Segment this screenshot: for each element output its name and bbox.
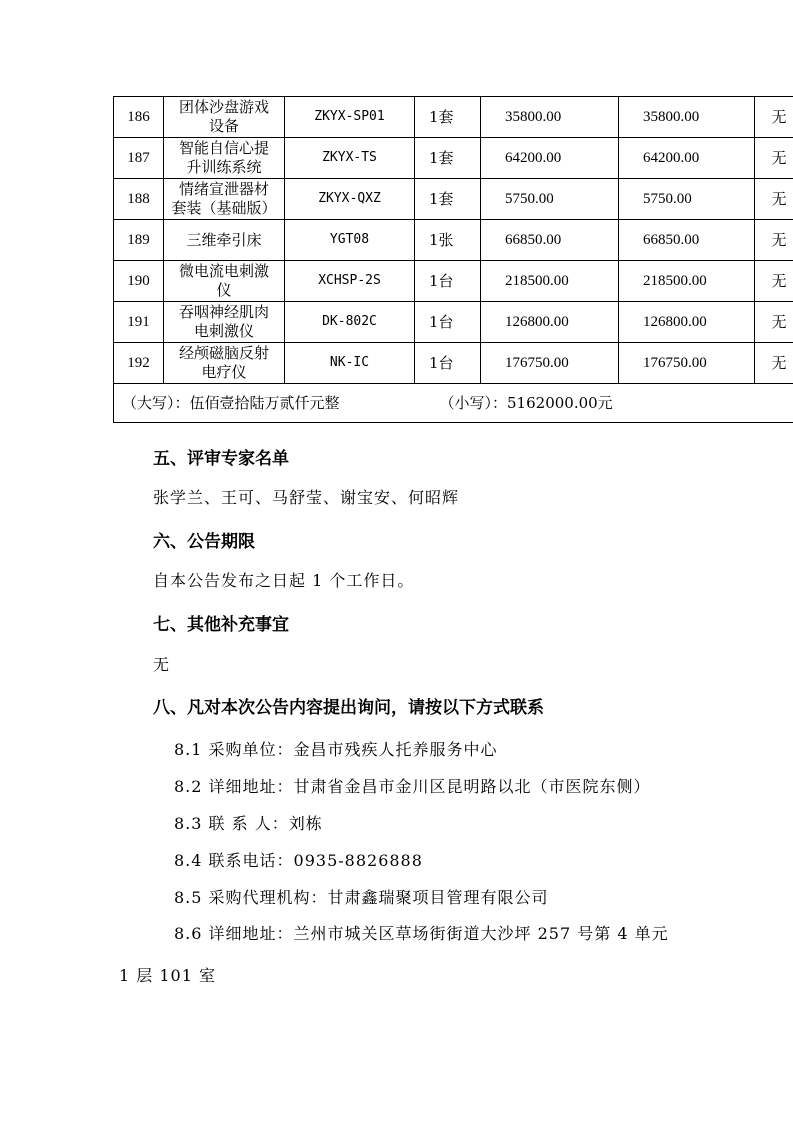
table-row [114,220,793,261]
item-note: 无 [755,261,793,302]
item-number: 191 [114,302,164,343]
item-unit-price: 218500.00 [481,261,619,302]
item-name [164,261,285,302]
item-name-line: 套装（基础版） [171,199,277,217]
contact-line: 8.2 详细地址：甘肃省金昌市金川区昆明路以北（市医院东侧） [174,777,651,796]
item-quantity: 1套 [415,138,481,179]
total-capital: （大写）：伍佰壹拾陆万贰仟元整 [122,394,340,412]
item-quantity: 1台 [415,343,481,384]
table-row [114,343,793,384]
item-name-line: 电刺激仪 [193,322,254,340]
item-name-line: 三维牵引床 [186,230,262,249]
item-total-price: 35800.00 [619,97,755,138]
item-name [164,343,285,384]
item-number: 190 [114,261,164,302]
item-name-line: 团体沙盘游戏 [178,98,269,116]
item-name-line: 仪 [216,281,232,299]
item-total-price: 5750.00 [619,179,755,220]
procurement-items-table [113,96,793,423]
item-name-line: 微电流电刺激 [178,262,269,280]
item-quantity: 1套 [415,179,481,220]
item-model: ZKYX-QXZ [285,179,415,220]
item-name [164,179,285,220]
item-model: XCHSP-2S [285,261,415,302]
item-total-price: 64200.00 [619,138,755,179]
item-model: YGT08 [285,220,415,261]
item-unit-price: 5750.00 [481,179,619,220]
item-unit-price: 176750.00 [481,343,619,384]
item-note: 无 [755,343,793,384]
item-number: 188 [114,179,164,220]
item-model: ZKYX-SP01 [285,97,415,138]
section-6-title: 六、公告期限 [153,532,255,552]
item-number: 189 [114,220,164,261]
item-model: NK-IC [285,343,415,384]
item-note: 无 [755,138,793,179]
contact-line: 8.6 详细地址：兰州市城关区草场街街道大沙坪 257 号第 4 单元 [174,924,669,943]
item-name-line: 吞咽神经肌肉 [178,303,269,321]
item-name-line: 智能自信心提 [178,139,269,157]
item-quantity: 1台 [415,302,481,343]
item-note: 无 [755,179,793,220]
item-quantity: 1台 [415,261,481,302]
item-note: 无 [755,302,793,343]
item-name-line: 经颅磁脑反射 [178,344,269,362]
total-row [114,384,793,423]
item-number: 187 [114,138,164,179]
section-7-body: 无 [153,655,171,674]
contact-line: 8.1 采购单位：金昌市残疾人托养服务中心 [174,740,498,759]
item-total-price: 218500.00 [619,261,755,302]
contact-line: 8.4 联系电话：0935-8826888 [174,851,423,870]
item-note: 无 [755,97,793,138]
item-total-price: 126800.00 [619,302,755,343]
item-quantity: 1套 [415,97,481,138]
item-name-line: 情绪宣泄器材 [178,180,269,198]
contact-line-wrap: 1 层 101 室 [119,966,216,985]
section-7-title: 七、其他补充事宜 [153,615,289,635]
contact-line: 8.3 联 系 人：刘栋 [174,814,323,833]
item-quantity: 1张 [415,220,481,261]
table-row [114,302,793,343]
item-model: ZKYX-TS [285,138,415,179]
section-8-title: 八、凡对本次公告内容提出询问，请按以下方式联系 [153,698,544,718]
item-name [164,97,285,138]
item-number: 186 [114,97,164,138]
total-small: （小写）：5162000.00元 [439,394,613,412]
table-row [114,97,793,138]
item-name [164,138,285,179]
item-total-price: 66850.00 [619,220,755,261]
item-unit-price: 126800.00 [481,302,619,343]
item-name [164,220,285,261]
item-name-line: 升训练系统 [186,158,262,176]
item-name-line: 电疗仪 [201,363,247,381]
item-name [164,302,285,343]
item-number: 192 [114,343,164,384]
table-row [114,261,793,302]
item-unit-price: 66850.00 [481,220,619,261]
item-total-price: 176750.00 [619,343,755,384]
item-note: 无 [755,220,793,261]
contact-line: 8.5 采购代理机构：甘肃鑫瑞聚项目管理有限公司 [174,888,549,907]
item-unit-price: 64200.00 [481,138,619,179]
section-5-title: 五、评审专家名单 [153,449,289,469]
item-name-line: 设备 [208,117,239,135]
item-model: DK-802C [285,302,415,343]
section-5-body: 张学兰、王可、马舒莹、谢宝安、何昭辉 [153,488,460,507]
table-row [114,138,793,179]
table-row [114,179,793,220]
section-6-body: 自本公告发布之日起 1 个工作日。 [153,571,415,590]
item-unit-price: 35800.00 [481,97,619,138]
